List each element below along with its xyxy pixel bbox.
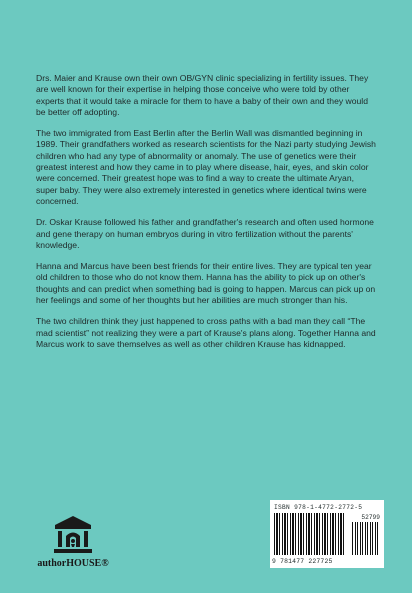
back-cover-blurb xyxy=(36,73,376,360)
isbn-barcode xyxy=(270,500,384,568)
isbn-number: ISBN 978-1-4772-2772-5 xyxy=(274,504,363,511)
ean-digits: 9 781477 227725 xyxy=(272,558,333,565)
barcode-bars xyxy=(274,513,346,555)
blurb-paragraph: The two children think they just happened to cross paths with a bad man they call “The mad scientist” not realizing they were a part of Krause's plans along. Together Hanna and Marcus work to save themselves as well as other children Krause has kidnapped. xyxy=(36,316,376,349)
blurb-paragraph: Dr. Oskar Krause followed his father and grandfather's research and often used hormone and gene therapy on human embryos during in vitro fertilization without the parents' knowledge. xyxy=(36,217,374,250)
blurb-paragraph: Hanna and Marcus have been best friends for their entire lives. They are typical ten year old children to those who do not know them. Hanna has the ability to pick up on other's thoughts and can predict when something bad is going to happen. Marcus can pick up on her feelings and some of her thoughts but her abilities are much stronger than his. xyxy=(36,261,376,306)
authorhouse-logo-icon xyxy=(51,514,95,556)
blurb-paragraph: Drs. Maier and Krause own their own OB/GYN clinic specializing in fertility issues. They are well known for their expertise in helping those conceive who were told by other experts that it would take a miracle for them to have a baby of their own and they would be better off adopting. xyxy=(36,73,369,117)
publisher-mark xyxy=(33,514,113,569)
price-code: 52799 xyxy=(361,514,380,521)
blurb-paragraph: The two immigrated from East Berlin after the Berlin Wall was dismantled beginning in 1989. Their grandfathers worked as research scientists for the Nazi party studying Jewish children who had any type of abnormality or anomaly. The use of genetics were their greatest interest and how they came in to play where disease, hair, eyes, and skin color were concerned. Their greatest hope was to find a way to create the ultimate Aryan, super baby. They were also extremely interested in genetics where identical twins were concerned. xyxy=(36,128,376,206)
publisher-name: authorHOUSE® xyxy=(37,558,109,569)
barcode-addon-bars xyxy=(352,522,380,555)
